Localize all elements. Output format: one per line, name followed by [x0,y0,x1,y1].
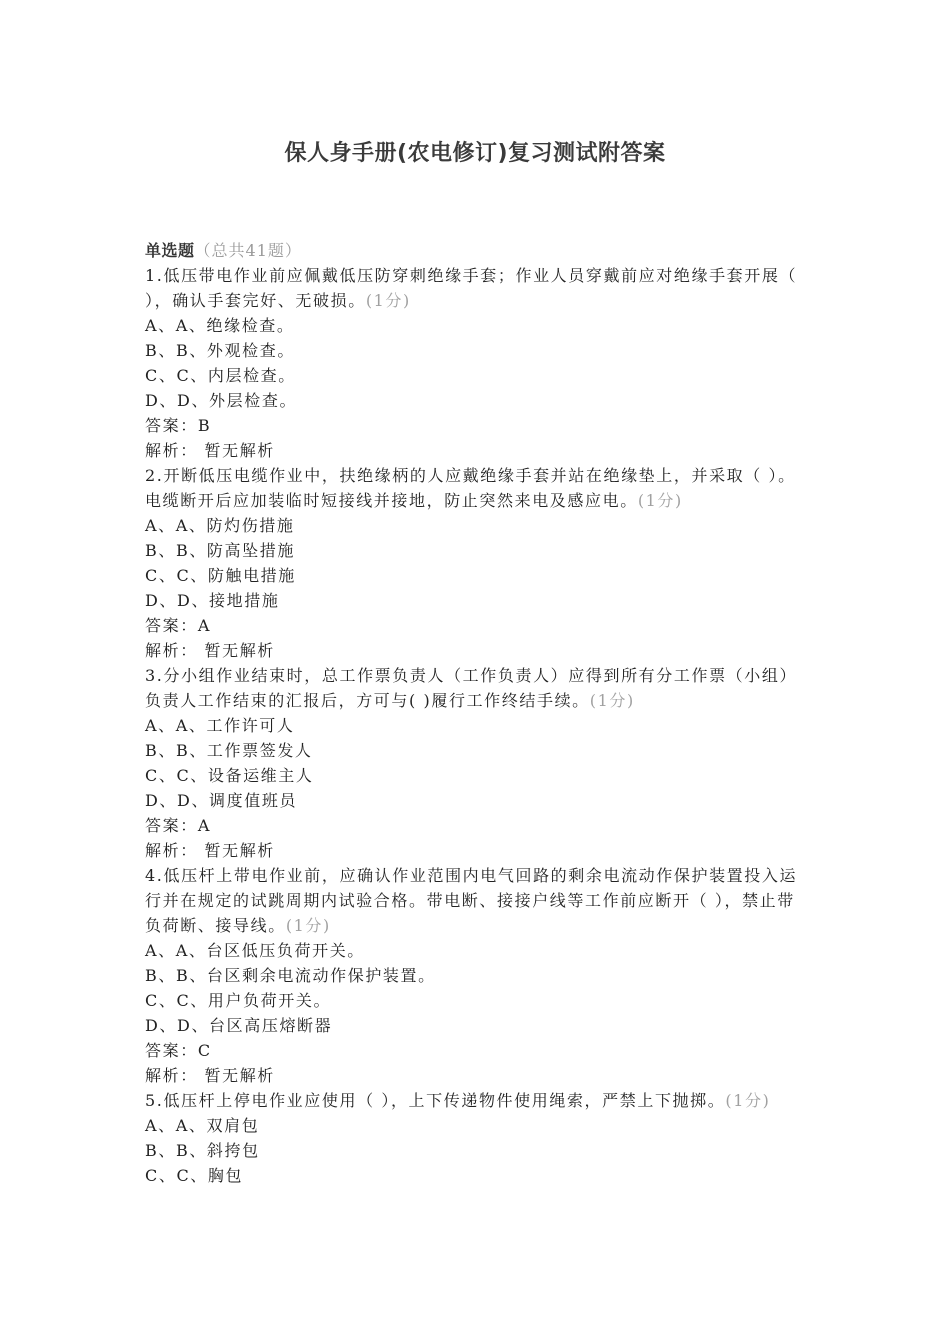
score-text: (1分) [285,916,331,935]
question-stem [145,463,807,513]
answer-line [145,813,807,838]
section-header [145,238,807,263]
option-c: C、C、设备运维主人 [145,766,314,785]
option-c: C、C、胸包 [145,1166,244,1185]
stem-text: 3.分小组作业结束时，总工作票负责人（工作负责人）应得到所有分工作票（小组）负责人工作结束的汇报后，方可与( )履行工作终结手续。 [145,666,798,710]
option-c: C、C、用户负荷开关。 [145,991,332,1010]
option-d: D、D、调度值班员 [145,791,298,810]
analysis-line [145,1063,807,1088]
section-count: （总共41题） [194,241,302,260]
option-b: B、B、外观检查。 [145,341,295,360]
option-b: B、B、防高坠措施 [145,541,295,560]
option-c: C、C、防触电措施 [145,566,296,585]
option-a: A、A、绝缘检查。 [145,316,295,335]
analysis-value: 暂无解析 [204,641,275,660]
option-a: A、A、台区低压负荷开关。 [145,941,365,960]
answer-label: 答案： [145,616,198,635]
stem-text: 2.开断低压电缆作业中，扶绝缘柄的人应戴绝缘手套并站在绝缘垫上，并采取（ ）。电缆断开后应加装临时短接线并接地，防止突然来电及感应电。 [145,466,796,510]
analysis-label: 解析： [145,1066,198,1085]
analysis-value: 暂无解析 [204,441,275,460]
question-list [145,238,807,1188]
option-b: B、B、工作票签发人 [145,741,313,760]
score-text: (1分) [365,291,411,310]
analysis-label: 解析： [145,441,198,460]
question-stem [145,863,807,938]
score-text: (1分) [725,1091,771,1110]
stem-text: 4.低压杆上带电作业前，应确认作业范围内电气回路的剩余电流动作保护装置投入运行并在规定的试跳周期内试验合格。带电断、接接户线等工作前应断开（ ），禁止带负荷断、接导线。 [145,866,798,935]
option-c: C、C、内层检查。 [145,366,296,385]
option-d: D、D、外层检查。 [145,391,298,410]
option-a: A、A、双肩包 [145,1116,260,1135]
answer-line [145,1038,807,1063]
option-d: D、D、接地措施 [145,591,280,610]
answer-value: A [197,816,211,835]
question-2 [145,463,807,663]
stem-text: 1.低压带电作业前应佩戴低压防穿刺绝缘手套；作业人员穿戴前应对绝缘手套开展（ ），确认手套完好、无破损。 [145,266,798,310]
answer-label: 答案： [145,416,198,435]
analysis-value: 暂无解析 [204,1066,275,1085]
question-3 [145,663,807,863]
option-d: D、D、台区高压熔断器 [145,1016,333,1035]
answer-label: 答案： [145,1041,198,1060]
question-stem [145,1088,807,1113]
answer-line [145,413,807,438]
analysis-line [145,438,807,463]
answer-label: 答案： [145,816,198,835]
option-a: A、A、工作许可人 [145,716,295,735]
answer-value: C [197,1041,212,1060]
analysis-label: 解析： [145,641,198,660]
question-5 [145,1088,807,1188]
stem-text: 5.低压杆上停电作业应使用（ ），上下传递物件使用绳索，严禁上下抛掷。 [145,1091,726,1110]
question-1 [145,263,807,463]
score-text: (1分) [637,491,683,510]
document-title: 保人身手册(农电修订)复习测试附答案 [284,141,666,166]
answer-value: A [197,616,211,635]
question-stem [145,663,807,713]
analysis-value: 暂无解析 [204,841,275,860]
section-label: 单选题 [145,241,195,260]
analysis-label: 解析： [145,841,198,860]
answer-value: B [197,416,212,435]
option-b: B、B、台区剩余电流动作保护装置。 [145,966,436,985]
answer-line [145,613,807,638]
option-a: A、A、防灼伤措施 [145,516,295,535]
analysis-line [145,638,807,663]
score-text: (1分) [589,691,635,710]
question-4 [145,863,807,1088]
option-b: B、B、斜挎包 [145,1141,260,1160]
analysis-line [145,838,807,863]
question-stem [145,263,807,313]
